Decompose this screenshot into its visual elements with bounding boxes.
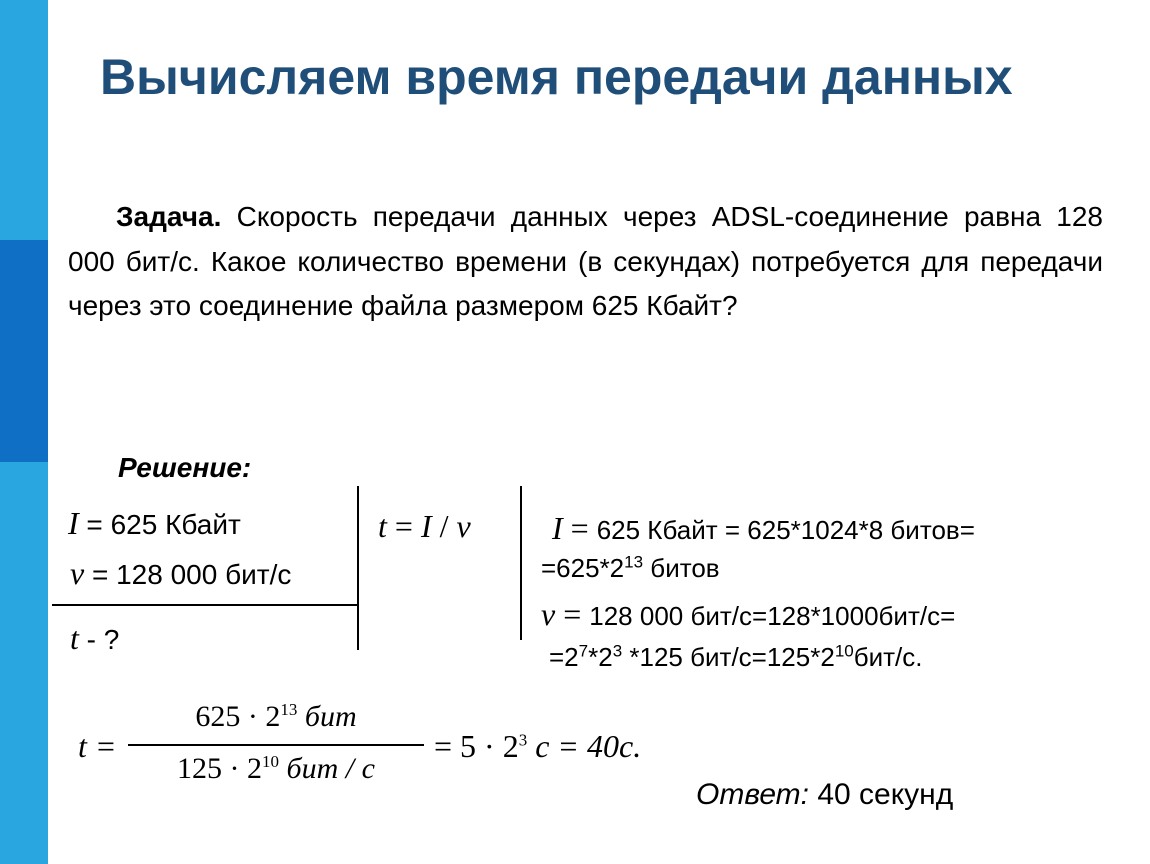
- calc-line-4: [549, 642, 923, 673]
- fraction-numerator: [128, 700, 424, 734]
- calc-line-2-b: битов: [643, 553, 720, 583]
- task-body: Скорость передачи данных через ADSL-соединение равна 128 000 бит/с. Какое количество времени (в секундах) потребуется для передачи через это соединение файла размером 625 Кбайт?: [68, 201, 1103, 321]
- calc-line-3: [541, 596, 955, 633]
- numerator-base: 625 · 2: [195, 700, 281, 733]
- fraction-denominator: [128, 752, 424, 786]
- given-t: [70, 620, 119, 657]
- task-text: [68, 195, 1103, 329]
- answer-value: 40 секунд: [809, 778, 954, 811]
- numerator-unit: бит: [304, 700, 357, 733]
- given-divider: [52, 604, 358, 606]
- calc-v-text: 128 000 бит/с=128*1000бит/с=: [589, 601, 956, 631]
- accent-strip-middle: [0, 240, 48, 462]
- final-lhs: [78, 728, 116, 765]
- slide-title: Вычисляем время передачи данных: [100, 49, 1013, 105]
- solution-label: Решение:: [118, 452, 252, 483]
- calc-v-var: v: [541, 596, 556, 632]
- calc-line-4-b: *2: [588, 642, 613, 672]
- formula-eq: =: [386, 508, 421, 544]
- rhs-b: с = 40с.: [527, 728, 642, 764]
- fraction-bar: [128, 744, 424, 746]
- calc-i-eq: =: [562, 510, 597, 546]
- calc-line-2-exp: 13: [624, 552, 644, 572]
- calc-line-2: [541, 553, 720, 584]
- formula-slash: /: [431, 508, 457, 544]
- final-rhs: [434, 728, 641, 765]
- formula-t: t: [378, 508, 387, 544]
- final-lhs-text: t =: [78, 728, 117, 764]
- calc-i-var: I: [552, 510, 563, 546]
- formula: [378, 508, 471, 545]
- calc-line-2-a: =625*2: [541, 553, 625, 583]
- given-v-value: = 128 000 бит/с: [84, 559, 292, 590]
- answer-label: Ответ:: [696, 778, 809, 811]
- answer: [696, 778, 953, 812]
- formula-i: I: [420, 508, 432, 544]
- given-i-value: = 625 Кбайт: [78, 509, 241, 540]
- accent-strip-bottom: [0, 462, 48, 864]
- task-label: Задача.: [116, 201, 222, 232]
- calc-line-4-a: =2: [549, 642, 579, 672]
- calc-line-4-d: бит/с.: [853, 642, 923, 672]
- numerator-exp: 13: [280, 700, 298, 719]
- formula-v: v: [456, 508, 471, 544]
- calc-line-4-exp1: 7: [578, 641, 589, 661]
- accent-strip-top: [0, 0, 48, 240]
- divider-vertical-1: [357, 486, 359, 650]
- calc-i-text: 625 Кбайт = 625*1024*8 битов=: [596, 515, 975, 545]
- given-i: [68, 505, 241, 542]
- rhs-a: = 5 · 2: [434, 728, 519, 764]
- rhs-exp: 3: [518, 730, 528, 750]
- denominator-exp: 10: [262, 752, 280, 771]
- calc-line-4-exp2: 3: [612, 641, 623, 661]
- denominator-base: 125 · 2: [177, 752, 263, 785]
- calc-line-4-c: *125 бит/с=125*2: [622, 642, 835, 672]
- given-t-var: t: [70, 620, 79, 656]
- divider-vertical-2: [520, 486, 522, 640]
- given-v: [70, 555, 291, 592]
- denominator-unit: бит / с: [286, 752, 375, 785]
- given-t-value: - ?: [78, 624, 120, 655]
- given-v-var: v: [70, 555, 85, 591]
- calc-line-1: [552, 510, 975, 547]
- calc-v-eq: =: [555, 596, 590, 632]
- calc-line-4-exp3: 10: [834, 641, 854, 661]
- given-i-var: I: [68, 505, 79, 541]
